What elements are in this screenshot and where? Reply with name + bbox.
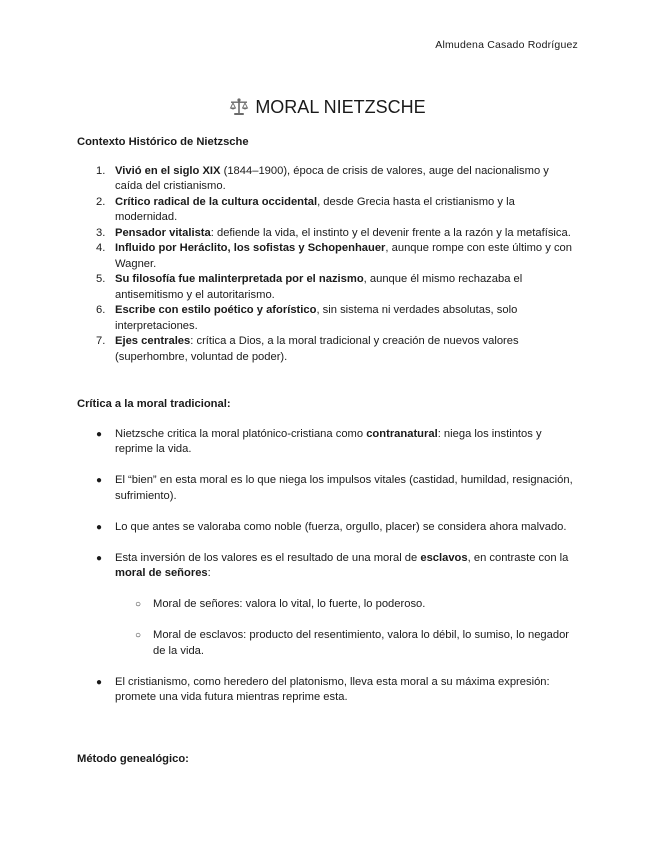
list-item: 2. Crítico radical de la cultura occidental, desde Grecia hasta el cristianismo y la modernidad. <box>96 195 515 223</box>
list-item: 6. Escribe con estilo poético y aforístico, sin sistema ni verdades absolutas, solo interpretaciones. <box>96 304 518 332</box>
list-item: ● Lo que antes se valoraba como noble (fuerza, orgullo, placer) se considera ahora malvado. <box>96 520 567 533</box>
list-item: 7. Ejes centrales: crítica a Dios, a la moral tradicional y creación de nuevos valores (superhombre, voluntad de poder). <box>96 335 519 363</box>
list-item: ● Nietzsche critica la moral platónico-cristiana como contranatural: niega los instintos y reprime la vida. <box>96 427 542 455</box>
sub-list-item: ○ Moral de señores: valora lo vital, lo fuerte, lo poderoso. <box>135 598 426 610</box>
section-genealogy <box>77 752 577 768</box>
list-item: 5. Su filosofía fue malinterpretada por el nazismo, aunque él mismo rechazaba el antisemitismo y el autoritarismo. <box>96 273 523 301</box>
sub-list-item: ○ Moral de esclavos: producto del resentimiento, valora lo débil, lo sumiso, lo negador de la vida. <box>135 629 570 657</box>
bullet-list <box>77 427 577 706</box>
sub-list <box>115 597 577 659</box>
list-item: 3. Pensador vitalista: defiende la vida, el instinto y el devenir frente a la razón y la metafísica. <box>96 226 571 239</box>
section-critique <box>77 397 577 721</box>
author-name: Almudena Casado Rodríguez <box>435 39 578 51</box>
section-heading: Contexto Histórico de Nietzsche <box>77 136 249 148</box>
balance-scale-icon <box>229 97 249 117</box>
section-heading: Método genealógico: <box>77 753 189 765</box>
list-item: ● Esta inversión de los valores es el resultado de una moral de esclavos, en contraste con la moral de señores: ○ Moral de señores: valora lo vital, lo fuerte, lo poderoso. ○ Moral de esclavos: producto del resentimiento, valora lo débil, lo sumiso, lo negador de la vida. <box>77 551 577 660</box>
numbered-list <box>77 164 577 366</box>
list-item: ● El cristianismo, como heredero del platonismo, lleva esta moral a su máxima expresión: promete una vida futura mientras reprime esta. <box>96 675 550 703</box>
list-item: 1. Vivió en el siglo XIX (1844–1900), época de crisis de valores, auge del nacionalismo y caída del cristianismo. <box>96 164 549 192</box>
page-title <box>0 96 655 118</box>
title-text: MORAL NIETZSCHE <box>255 97 426 117</box>
list-item: ● El “bien” en esta moral es lo que niega los impulsos vitales (castidad, humildad, resignación, sufrimiento). <box>96 474 573 502</box>
list-item: 4. Influido por Heráclito, los sofistas y Schopenhauer, aunque rompe con este último y con Wagner. <box>96 242 572 270</box>
section-context <box>77 135 577 365</box>
section-heading: Crítica a la moral tradicional: <box>77 398 231 410</box>
